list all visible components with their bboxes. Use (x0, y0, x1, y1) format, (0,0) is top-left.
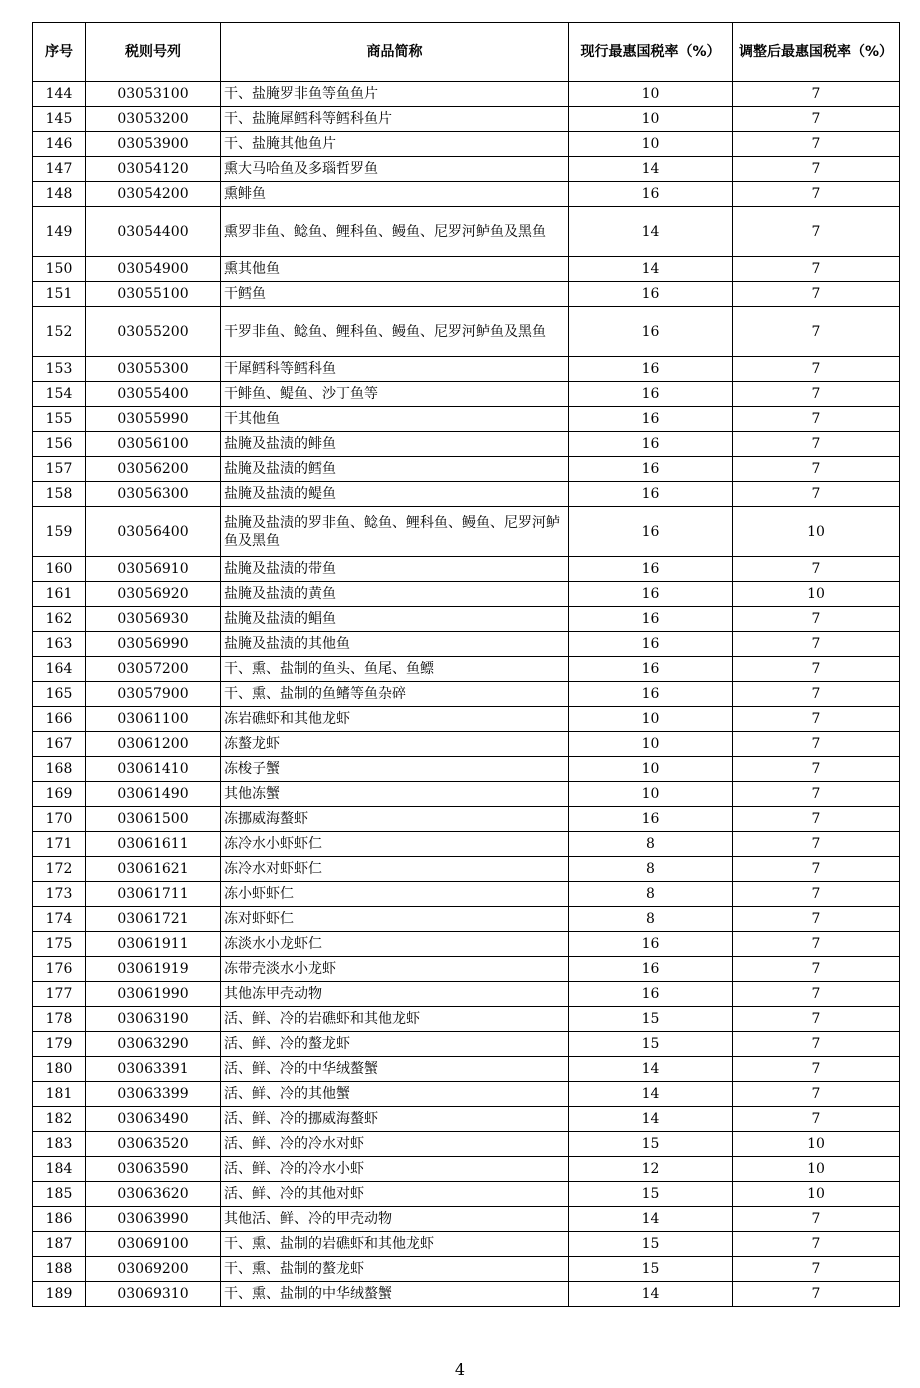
cell-tariff-code: 03061100 (86, 707, 221, 732)
cell-tariff-code: 03061490 (86, 782, 221, 807)
cell-tariff-code: 03063290 (86, 1032, 221, 1057)
cell-tariff-code: 03061990 (86, 982, 221, 1007)
cell-seq: 152 (33, 307, 86, 357)
cell-current-rate: 16 (569, 657, 733, 682)
cell-product-name: 活、鲜、冷的挪威海螯虾 (221, 1107, 569, 1132)
table-row (33, 907, 900, 932)
cell-current-rate: 14 (569, 157, 733, 182)
cell-adjusted-rate: 7 (733, 1207, 900, 1232)
table-row (33, 507, 900, 557)
cell-adjusted-rate: 7 (733, 682, 900, 707)
cell-adjusted-rate: 7 (733, 282, 900, 307)
cell-current-rate: 14 (569, 1207, 733, 1232)
cell-tariff-code: 03056910 (86, 557, 221, 582)
table-row (33, 257, 900, 282)
cell-tariff-code: 03055990 (86, 407, 221, 432)
cell-adjusted-rate: 7 (733, 432, 900, 457)
cell-seq: 170 (33, 807, 86, 832)
cell-current-rate: 16 (569, 507, 733, 557)
cell-adjusted-rate: 7 (733, 1032, 900, 1057)
cell-current-rate: 16 (569, 482, 733, 507)
cell-current-rate: 15 (569, 1032, 733, 1057)
cell-adjusted-rate: 10 (733, 1157, 900, 1182)
table-row (33, 1007, 900, 1032)
cell-adjusted-rate: 7 (733, 1107, 900, 1132)
cell-adjusted-rate: 7 (733, 982, 900, 1007)
cell-current-rate: 16 (569, 932, 733, 957)
cell-seq: 149 (33, 207, 86, 257)
cell-product-name: 盐腌及盐渍的黄鱼 (221, 582, 569, 607)
cell-current-rate: 16 (569, 582, 733, 607)
cell-tariff-code: 03054120 (86, 157, 221, 182)
cell-current-rate: 10 (569, 707, 733, 732)
cell-product-name: 盐腌及盐渍的鲳鱼 (221, 607, 569, 632)
cell-current-rate: 16 (569, 807, 733, 832)
page-number: 4 (454, 1360, 466, 1379)
cell-adjusted-rate: 7 (733, 307, 900, 357)
cell-product-name: 干鲱鱼、鳀鱼、沙丁鱼等 (221, 382, 569, 407)
cell-tariff-code: 03057900 (86, 682, 221, 707)
cell-product-name: 冻小虾虾仁 (221, 882, 569, 907)
cell-seq: 146 (33, 132, 86, 157)
cell-current-rate: 8 (569, 907, 733, 932)
cell-adjusted-rate: 7 (733, 1007, 900, 1032)
cell-current-rate: 16 (569, 607, 733, 632)
cell-adjusted-rate: 10 (733, 1182, 900, 1207)
cell-tariff-code: 03056930 (86, 607, 221, 632)
cell-tariff-code: 03056400 (86, 507, 221, 557)
cell-product-name: 盐腌及盐渍的带鱼 (221, 557, 569, 582)
table-row (33, 757, 900, 782)
cell-product-name: 盐腌及盐渍的鲱鱼 (221, 432, 569, 457)
cell-product-name: 其他活、鲜、冷的甲壳动物 (221, 1207, 569, 1232)
table-row (33, 1157, 900, 1182)
cell-seq: 185 (33, 1182, 86, 1207)
cell-product-name: 其他冻蟹 (221, 782, 569, 807)
table-row (33, 882, 900, 907)
cell-current-rate: 10 (569, 782, 733, 807)
cell-seq: 157 (33, 457, 86, 482)
cell-seq: 156 (33, 432, 86, 457)
cell-seq: 162 (33, 607, 86, 632)
cell-product-name: 熏罗非鱼、鲶鱼、鲤科鱼、鳗鱼、尼罗河鲈鱼及黑鱼 (221, 207, 569, 257)
cell-seq: 169 (33, 782, 86, 807)
cell-current-rate: 14 (569, 207, 733, 257)
table-row (33, 407, 900, 432)
cell-seq: 181 (33, 1082, 86, 1107)
cell-current-rate: 14 (569, 257, 733, 282)
cell-product-name: 活、鲜、冷的其他对虾 (221, 1182, 569, 1207)
tariff-table (32, 22, 900, 1307)
cell-current-rate: 16 (569, 432, 733, 457)
cell-seq: 147 (33, 157, 86, 182)
table-row (33, 782, 900, 807)
cell-tariff-code: 03055300 (86, 357, 221, 382)
cell-tariff-code: 03069310 (86, 1282, 221, 1307)
cell-seq: 164 (33, 657, 86, 682)
cell-seq: 167 (33, 732, 86, 757)
cell-product-name: 冻岩礁虾和其他龙虾 (221, 707, 569, 732)
table-row (33, 307, 900, 357)
cell-product-name: 冻挪威海螯虾 (221, 807, 569, 832)
cell-current-rate: 16 (569, 407, 733, 432)
cell-current-rate: 16 (569, 182, 733, 207)
cell-tariff-code: 03057200 (86, 657, 221, 682)
cell-adjusted-rate: 7 (733, 182, 900, 207)
cell-adjusted-rate: 10 (733, 1132, 900, 1157)
cell-seq: 189 (33, 1282, 86, 1307)
cell-seq: 180 (33, 1057, 86, 1082)
cell-seq: 174 (33, 907, 86, 932)
cell-tariff-code: 03055100 (86, 282, 221, 307)
cell-product-name: 干鳕鱼 (221, 282, 569, 307)
table-row (33, 832, 900, 857)
cell-product-name: 干、熏、盐制的鱼头、鱼尾、鱼鳔 (221, 657, 569, 682)
cell-adjusted-rate: 7 (733, 1232, 900, 1257)
cell-seq: 177 (33, 982, 86, 1007)
header-seq: 序号 (33, 23, 86, 82)
cell-product-name: 其他冻甲壳动物 (221, 982, 569, 1007)
table-row (33, 382, 900, 407)
cell-tariff-code: 03061611 (86, 832, 221, 857)
cell-current-rate: 10 (569, 132, 733, 157)
cell-adjusted-rate: 10 (733, 582, 900, 607)
cell-adjusted-rate: 7 (733, 457, 900, 482)
cell-product-name: 盐腌及盐渍的罗非鱼、鲶鱼、鲤科鱼、鳗鱼、尼罗河鲈鱼及黑鱼 (221, 507, 569, 557)
table-row (33, 1282, 900, 1307)
cell-seq: 150 (33, 257, 86, 282)
cell-adjusted-rate: 7 (733, 707, 900, 732)
table-row (33, 457, 900, 482)
table-row (33, 732, 900, 757)
cell-seq: 183 (33, 1132, 86, 1157)
table-row (33, 607, 900, 632)
cell-current-rate: 16 (569, 982, 733, 1007)
cell-adjusted-rate: 7 (733, 382, 900, 407)
cell-tariff-code: 03061200 (86, 732, 221, 757)
cell-current-rate: 14 (569, 1107, 733, 1132)
cell-product-name: 活、鲜、冷的螯龙虾 (221, 1032, 569, 1057)
cell-product-name: 盐腌及盐渍的其他鱼 (221, 632, 569, 657)
cell-adjusted-rate: 7 (733, 732, 900, 757)
table-row (33, 582, 900, 607)
cell-tariff-code: 03061500 (86, 807, 221, 832)
cell-current-rate: 16 (569, 957, 733, 982)
cell-tariff-code: 03053900 (86, 132, 221, 157)
cell-seq: 175 (33, 932, 86, 957)
cell-adjusted-rate: 7 (733, 1282, 900, 1307)
cell-seq: 171 (33, 832, 86, 857)
cell-tariff-code: 03063399 (86, 1082, 221, 1107)
cell-current-rate: 16 (569, 457, 733, 482)
cell-adjusted-rate: 7 (733, 957, 900, 982)
cell-product-name: 冻冷水对虾虾仁 (221, 857, 569, 882)
cell-product-name: 活、鲜、冷的中华绒螯蟹 (221, 1057, 569, 1082)
table-row (33, 1207, 900, 1232)
table-row (33, 157, 900, 182)
cell-tariff-code: 03063990 (86, 1207, 221, 1232)
cell-tariff-code: 03063391 (86, 1057, 221, 1082)
cell-seq: 158 (33, 482, 86, 507)
cell-tariff-code: 03063490 (86, 1107, 221, 1132)
cell-adjusted-rate: 10 (733, 507, 900, 557)
cell-tariff-code: 03054400 (86, 207, 221, 257)
cell-seq: 161 (33, 582, 86, 607)
cell-adjusted-rate: 7 (733, 82, 900, 107)
cell-tariff-code: 03056300 (86, 482, 221, 507)
cell-tariff-code: 03053200 (86, 107, 221, 132)
cell-tariff-code: 03053100 (86, 82, 221, 107)
cell-tariff-code: 03069100 (86, 1232, 221, 1257)
table-row (33, 1107, 900, 1132)
cell-product-name: 活、鲜、冷的其他蟹 (221, 1082, 569, 1107)
cell-adjusted-rate: 7 (733, 807, 900, 832)
cell-tariff-code: 03061721 (86, 907, 221, 932)
table-row (33, 857, 900, 882)
cell-tariff-code: 03056920 (86, 582, 221, 607)
cell-adjusted-rate: 7 (733, 1057, 900, 1082)
cell-adjusted-rate: 7 (733, 607, 900, 632)
cell-current-rate: 15 (569, 1232, 733, 1257)
cell-product-name: 冻对虾虾仁 (221, 907, 569, 932)
table-row (33, 657, 900, 682)
table-row (33, 207, 900, 257)
table-row (33, 357, 900, 382)
cell-seq: 186 (33, 1207, 86, 1232)
table-row (33, 132, 900, 157)
cell-seq: 176 (33, 957, 86, 982)
cell-product-name: 冻带壳淡水小龙虾 (221, 957, 569, 982)
cell-product-name: 干、熏、盐制的鱼鳍等鱼杂碎 (221, 682, 569, 707)
cell-current-rate: 16 (569, 282, 733, 307)
cell-product-name: 干、盐腌犀鳕科等鳕科鱼片 (221, 107, 569, 132)
header-adjusted-rate: 调整后最惠国税率（%） (733, 23, 900, 82)
cell-current-rate: 16 (569, 357, 733, 382)
cell-current-rate: 16 (569, 382, 733, 407)
table-row (33, 282, 900, 307)
table-row (33, 682, 900, 707)
cell-current-rate: 16 (569, 632, 733, 657)
cell-adjusted-rate: 7 (733, 1082, 900, 1107)
cell-current-rate: 10 (569, 757, 733, 782)
cell-tariff-code: 03055200 (86, 307, 221, 357)
table-row (33, 932, 900, 957)
cell-product-name: 干、熏、盐制的螯龙虾 (221, 1257, 569, 1282)
cell-adjusted-rate: 7 (733, 782, 900, 807)
cell-seq: 148 (33, 182, 86, 207)
cell-tariff-code: 03063620 (86, 1182, 221, 1207)
cell-seq: 187 (33, 1232, 86, 1257)
cell-current-rate: 16 (569, 307, 733, 357)
cell-current-rate: 14 (569, 1082, 733, 1107)
cell-seq: 159 (33, 507, 86, 557)
table-row (33, 1057, 900, 1082)
cell-product-name: 盐腌及盐渍的鳀鱼 (221, 482, 569, 507)
cell-tariff-code: 03063190 (86, 1007, 221, 1032)
cell-tariff-code: 03056100 (86, 432, 221, 457)
cell-product-name: 干、熏、盐制的中华绒螯蟹 (221, 1282, 569, 1307)
cell-current-rate: 15 (569, 1182, 733, 1207)
cell-adjusted-rate: 7 (733, 257, 900, 282)
cell-seq: 166 (33, 707, 86, 732)
cell-tariff-code: 03054900 (86, 257, 221, 282)
cell-tariff-code: 03063520 (86, 1132, 221, 1157)
cell-tariff-code: 03056200 (86, 457, 221, 482)
cell-seq: 182 (33, 1107, 86, 1132)
cell-tariff-code: 03061711 (86, 882, 221, 907)
cell-current-rate: 14 (569, 1057, 733, 1082)
cell-product-name: 冻梭子蟹 (221, 757, 569, 782)
table-row (33, 707, 900, 732)
table-row (33, 957, 900, 982)
cell-adjusted-rate: 7 (733, 632, 900, 657)
cell-seq: 163 (33, 632, 86, 657)
cell-product-name: 干、熏、盐制的岩礁虾和其他龙虾 (221, 1232, 569, 1257)
cell-adjusted-rate: 7 (733, 857, 900, 882)
cell-product-name: 干、盐腌其他鱼片 (221, 132, 569, 157)
cell-current-rate: 15 (569, 1132, 733, 1157)
cell-adjusted-rate: 7 (733, 1257, 900, 1282)
cell-tariff-code: 03056990 (86, 632, 221, 657)
cell-current-rate: 10 (569, 82, 733, 107)
cell-product-name: 熏其他鱼 (221, 257, 569, 282)
cell-current-rate: 10 (569, 107, 733, 132)
cell-adjusted-rate: 7 (733, 907, 900, 932)
cell-product-name: 干、盐腌罗非鱼等鱼鱼片 (221, 82, 569, 107)
cell-current-rate: 8 (569, 882, 733, 907)
table-body (33, 82, 900, 1307)
cell-product-name: 活、鲜、冷的冷水对虾 (221, 1132, 569, 1157)
cell-adjusted-rate: 7 (733, 407, 900, 432)
table-row (33, 632, 900, 657)
cell-current-rate: 8 (569, 857, 733, 882)
table-row (33, 1257, 900, 1282)
cell-current-rate: 12 (569, 1157, 733, 1182)
cell-current-rate: 16 (569, 682, 733, 707)
table-row (33, 107, 900, 132)
cell-seq: 172 (33, 857, 86, 882)
cell-current-rate: 15 (569, 1007, 733, 1032)
header-product-name: 商品简称 (221, 23, 569, 82)
cell-product-name: 干其他鱼 (221, 407, 569, 432)
table-row (33, 82, 900, 107)
cell-seq: 151 (33, 282, 86, 307)
cell-product-name: 活、鲜、冷的岩礁虾和其他龙虾 (221, 1007, 569, 1032)
cell-product-name: 盐腌及盐渍的鳕鱼 (221, 457, 569, 482)
cell-seq: 184 (33, 1157, 86, 1182)
cell-adjusted-rate: 7 (733, 132, 900, 157)
header-current-rate: 现行最惠国税率（%） (569, 23, 733, 82)
cell-tariff-code: 03061911 (86, 932, 221, 957)
table-row (33, 1232, 900, 1257)
cell-product-name: 冻冷水小虾虾仁 (221, 832, 569, 857)
cell-seq: 153 (33, 357, 86, 382)
cell-adjusted-rate: 7 (733, 832, 900, 857)
cell-adjusted-rate: 7 (733, 932, 900, 957)
cell-tariff-code: 03069200 (86, 1257, 221, 1282)
cell-seq: 179 (33, 1032, 86, 1057)
cell-product-name: 熏鲱鱼 (221, 182, 569, 207)
cell-product-name: 冻淡水小龙虾仁 (221, 932, 569, 957)
cell-adjusted-rate: 7 (733, 207, 900, 257)
table-row (33, 1182, 900, 1207)
table-row (33, 1132, 900, 1157)
cell-seq: 178 (33, 1007, 86, 1032)
table-row (33, 182, 900, 207)
cell-product-name: 活、鲜、冷的冷水小虾 (221, 1157, 569, 1182)
cell-seq: 155 (33, 407, 86, 432)
table-row (33, 432, 900, 457)
cell-current-rate: 15 (569, 1257, 733, 1282)
cell-product-name: 干犀鳕科等鳕科鱼 (221, 357, 569, 382)
cell-seq: 144 (33, 82, 86, 107)
cell-tariff-code: 03054200 (86, 182, 221, 207)
table-row (33, 982, 900, 1007)
header-tariff-code: 税则号列 (86, 23, 221, 82)
cell-product-name: 冻螯龙虾 (221, 732, 569, 757)
cell-adjusted-rate: 7 (733, 557, 900, 582)
cell-tariff-code: 03061621 (86, 857, 221, 882)
cell-adjusted-rate: 7 (733, 882, 900, 907)
cell-adjusted-rate: 7 (733, 157, 900, 182)
cell-adjusted-rate: 7 (733, 757, 900, 782)
table-row (33, 482, 900, 507)
table-row (33, 1082, 900, 1107)
cell-seq: 154 (33, 382, 86, 407)
cell-seq: 168 (33, 757, 86, 782)
cell-adjusted-rate: 7 (733, 657, 900, 682)
cell-seq: 160 (33, 557, 86, 582)
cell-current-rate: 10 (569, 732, 733, 757)
cell-seq: 173 (33, 882, 86, 907)
cell-seq: 165 (33, 682, 86, 707)
cell-current-rate: 14 (569, 1282, 733, 1307)
table-row (33, 557, 900, 582)
cell-tariff-code: 03063590 (86, 1157, 221, 1182)
cell-current-rate: 16 (569, 557, 733, 582)
table-row (33, 1032, 900, 1057)
cell-seq: 188 (33, 1257, 86, 1282)
table-header-row (33, 23, 900, 82)
cell-tariff-code: 03061919 (86, 957, 221, 982)
cell-seq: 145 (33, 107, 86, 132)
cell-adjusted-rate: 7 (733, 357, 900, 382)
cell-product-name: 熏大马哈鱼及多瑙哲罗鱼 (221, 157, 569, 182)
table-row (33, 807, 900, 832)
cell-current-rate: 8 (569, 832, 733, 857)
cell-product-name: 干罗非鱼、鲶鱼、鲤科鱼、鳗鱼、尼罗河鲈鱼及黑鱼 (221, 307, 569, 357)
cell-tariff-code: 03061410 (86, 757, 221, 782)
cell-tariff-code: 03055400 (86, 382, 221, 407)
cell-adjusted-rate: 7 (733, 107, 900, 132)
cell-adjusted-rate: 7 (733, 482, 900, 507)
